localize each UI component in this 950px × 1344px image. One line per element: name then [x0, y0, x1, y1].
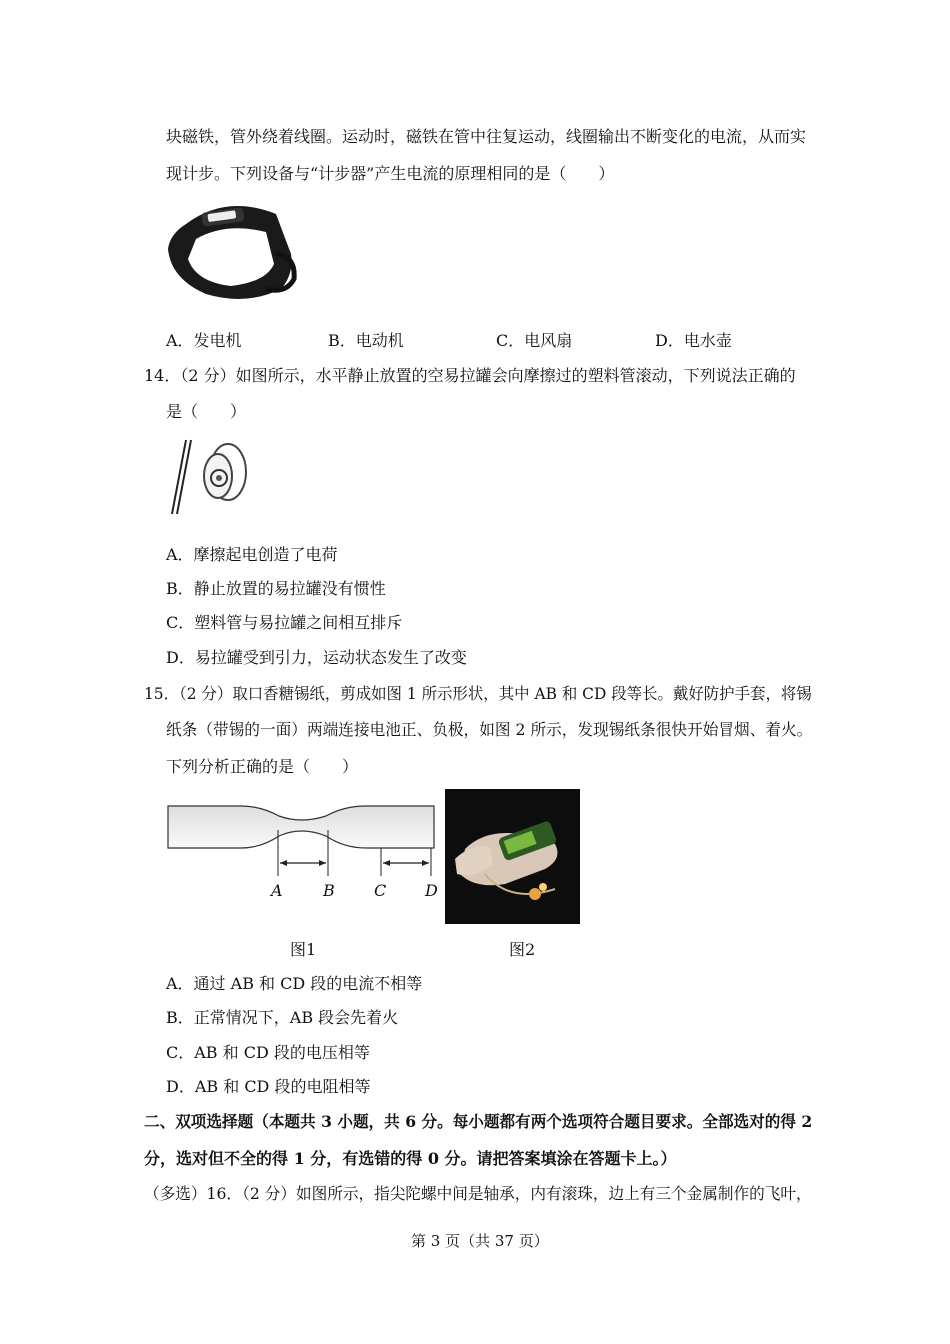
q15-option-d[interactable]: D．AB 和 CD 段的电阻相等 [166, 1077, 371, 1096]
section2-header-line2: 分，选对但不全的得 1 分，有选错的得 0 分。请把答案填涂在答题卡上。） [144, 1149, 677, 1168]
q14-option-c[interactable]: C．塑料管与易拉罐之间相互排斥 [166, 613, 403, 632]
q14-option-a[interactable]: A．摩擦起电创造了电荷 [166, 545, 338, 564]
q13-option-d[interactable]: D．电水壶 [655, 331, 732, 350]
figure1-foil-strip [166, 800, 438, 904]
q15-text-line1: 15．（2 分）取口香糖锡纸，剪成如图 1 所示形状，其中 AB 和 CD 段等长。戴好防护手套，将锡 [144, 684, 812, 703]
figure1-label-d: D [425, 881, 438, 900]
q15-option-b[interactable]: B．正常情况下，AB 段会先着火 [166, 1008, 399, 1027]
q13-option-a[interactable]: A．发电机 [166, 331, 242, 350]
q14-option-d[interactable]: D．易拉罐受到引力，运动状态发生了改变 [166, 648, 467, 667]
figure2-caption: 图2 [509, 940, 536, 959]
q13-text-line1: 块磁铁，管外绕着线圈。运动时，磁铁在管中往复运动，线圈输出不断变化的电流，从而实 [166, 127, 807, 146]
q15-text-line2: 纸条（带锡的一面）两端连接电池正、负极，如图 2 所示，发现锡纸条很快开始冒烟、着火。 [166, 720, 813, 739]
q14-option-b[interactable]: B．静止放置的易拉罐没有惯性 [166, 579, 386, 598]
q14-text-line2: 是（ ） [166, 402, 247, 421]
figure2-battery-photo [445, 789, 580, 924]
figure1-label-c: C [374, 881, 387, 900]
page-footer: 第 3 页（共 37 页） [411, 1232, 549, 1250]
figure1-caption: 图1 [290, 940, 317, 959]
q16-text-line1: （多选）16．（2 分）如图所示，指尖陀螺中间是轴承，内有滚珠，边上有三个金属制作的飞叶， [144, 1184, 812, 1203]
q15-option-c[interactable]: C．AB 和 CD 段的电压相等 [166, 1043, 370, 1062]
figure1-label-b: B [323, 881, 335, 900]
q13-option-b[interactable]: B．电动机 [328, 331, 404, 350]
q15-option-a[interactable]: A．通过 AB 和 CD 段的电流不相等 [166, 974, 423, 993]
figure1-label-a: A [271, 881, 283, 900]
q13-option-c[interactable]: C．电风扇 [496, 331, 573, 350]
can-and-tube-image [166, 436, 256, 518]
q14-text-line1: 14．（2 分）如图所示，水平静止放置的空易拉罐会向摩擦过的塑料管滚动，下列说法正确的 [144, 366, 796, 385]
q15-text-line3: 下列分析正确的是（ ） [166, 757, 359, 776]
q13-text-line2: 现计步。下列设备与“计步器”产生电流的原理相同的是（ ） [166, 164, 615, 183]
section2-header-line1: 二、双项选择题（本题共 3 小题，共 6 分。每小题都有两个选项符合题目要求。全部选对的得 2 [144, 1112, 813, 1131]
fitness-band-image [166, 194, 298, 304]
